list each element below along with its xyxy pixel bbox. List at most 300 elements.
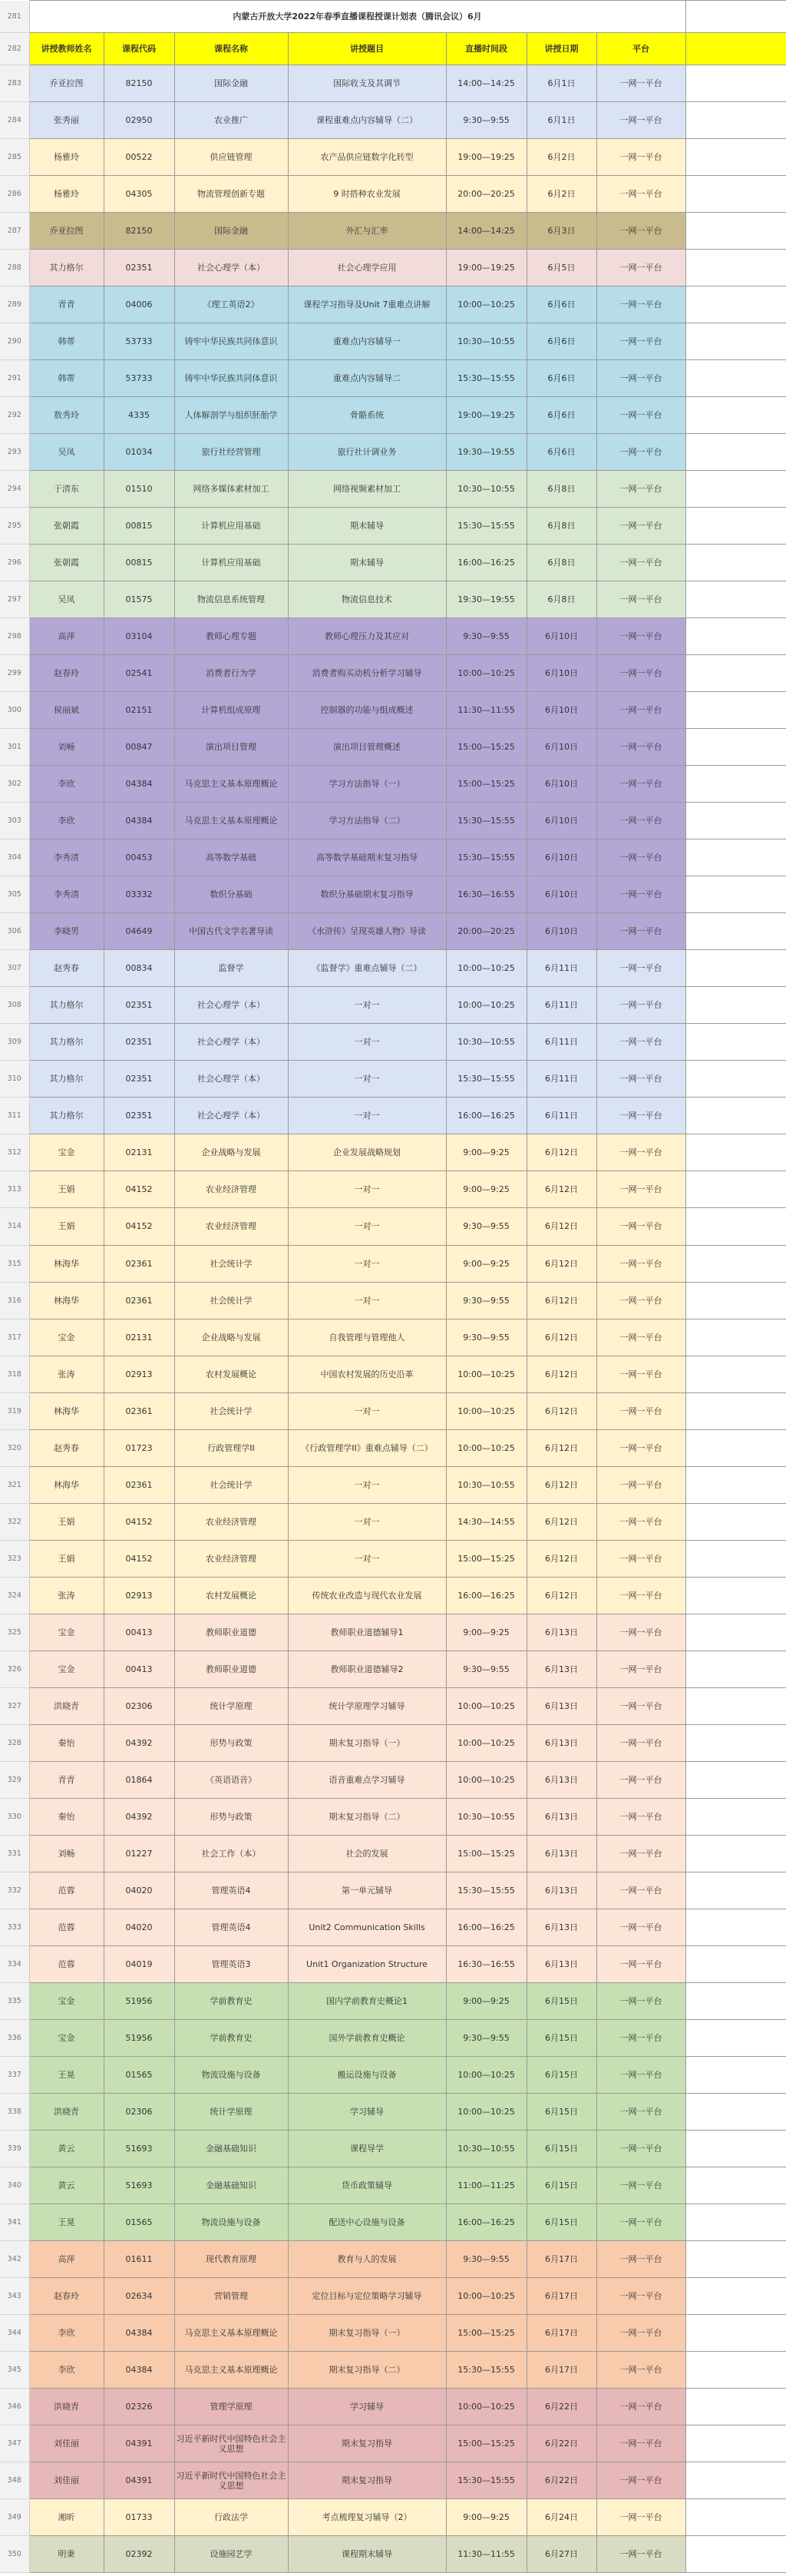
- cell-time-slot[interactable]: 16:00—16:25: [446, 2204, 527, 2240]
- cell-platform[interactable]: 一网一平台: [596, 2204, 685, 2240]
- empty-cell[interactable]: [685, 397, 786, 434]
- cell-course-name[interactable]: 农村发展概论: [174, 1577, 288, 1614]
- cell-topic[interactable]: Unit1 Organization Structure: [288, 1945, 446, 1982]
- cell-platform[interactable]: 一网一平台: [596, 2093, 685, 2130]
- cell-course-code[interactable]: 51956: [104, 1982, 174, 2019]
- cell-topic[interactable]: 演出项目管理概述: [288, 729, 446, 766]
- cell-platform[interactable]: 一网一平台: [596, 2314, 685, 2351]
- cell-date[interactable]: 6月22日: [527, 2462, 596, 2499]
- cell-topic[interactable]: 学习方法指导（二）: [288, 803, 446, 839]
- row-number[interactable]: 342: [0, 2240, 29, 2277]
- cell-topic[interactable]: 期末复习指导（二）: [288, 1798, 446, 1835]
- cell-topic[interactable]: 期末复习指导: [288, 2425, 446, 2462]
- cell-date[interactable]: 6月10日: [527, 692, 596, 729]
- cell-teacher[interactable]: 乔亚拉图: [29, 213, 104, 250]
- cell-date[interactable]: 6月13日: [527, 1835, 596, 1872]
- empty-cell[interactable]: [685, 1687, 786, 1724]
- empty-cell[interactable]: [685, 1282, 786, 1319]
- cell-time-slot[interactable]: 9:00—9:25: [446, 1245, 527, 1282]
- cell-topic[interactable]: 课程期末辅导: [288, 2536, 446, 2573]
- cell-date[interactable]: 6月13日: [527, 1687, 596, 1724]
- cell-platform[interactable]: 一网一平台: [596, 2056, 685, 2093]
- empty-cell[interactable]: [685, 1577, 786, 1614]
- cell-teacher[interactable]: 韩蒂: [29, 360, 104, 397]
- cell-course-name[interactable]: 物流信息系统管理: [174, 581, 288, 618]
- cell-course-name[interactable]: 农业经济管理: [174, 1208, 288, 1245]
- cell-platform[interactable]: 一网一平台: [596, 1798, 685, 1835]
- empty-cell[interactable]: [685, 286, 786, 323]
- cell-time-slot[interactable]: 9:00—9:25: [446, 2499, 527, 2536]
- cell-date[interactable]: 6月17日: [527, 2314, 596, 2351]
- cell-platform[interactable]: 一网一平台: [596, 2277, 685, 2314]
- cell-course-name[interactable]: 学前教育史: [174, 1982, 288, 2019]
- cell-teacher[interactable]: 刘畅: [29, 729, 104, 766]
- cell-course-code[interactable]: 00815: [104, 545, 174, 581]
- cell-platform[interactable]: 一网一平台: [596, 2388, 685, 2425]
- cell-date[interactable]: 6月10日: [527, 655, 596, 692]
- empty-cell[interactable]: [685, 2536, 786, 2573]
- row-number[interactable]: 341: [0, 2204, 29, 2240]
- row-number[interactable]: 331: [0, 1835, 29, 1872]
- cell-topic[interactable]: 旅行社计调业务: [288, 434, 446, 471]
- cell-course-name[interactable]: 马克思主义基本原理概论: [174, 2314, 288, 2351]
- row-number[interactable]: 289: [0, 286, 29, 323]
- cell-time-slot[interactable]: 19:30—19:55: [446, 581, 527, 618]
- cell-time-slot[interactable]: 10:00—10:25: [446, 286, 527, 323]
- cell-topic[interactable]: 期末复习指导: [288, 2462, 446, 2499]
- empty-cell[interactable]: [685, 139, 786, 176]
- cell-course-code[interactable]: 04019: [104, 1945, 174, 1982]
- cell-topic[interactable]: 期末辅导: [288, 545, 446, 581]
- cell-course-code[interactable]: 51693: [104, 2167, 174, 2204]
- row-number[interactable]: 320: [0, 1429, 29, 1466]
- cell-topic[interactable]: 语音重难点学习辅导: [288, 1761, 446, 1798]
- cell-platform[interactable]: 一网一平台: [596, 213, 685, 250]
- cell-platform[interactable]: 一网一平台: [596, 1024, 685, 1061]
- cell-course-code[interactable]: 02131: [104, 1134, 174, 1171]
- cell-date[interactable]: 6月12日: [527, 1577, 596, 1614]
- cell-teacher[interactable]: 刘畅: [29, 1835, 104, 1872]
- cell-course-name[interactable]: 社会工作（本）: [174, 1835, 288, 1872]
- empty-cell[interactable]: [685, 1319, 786, 1356]
- row-number[interactable]: 292: [0, 397, 29, 434]
- cell-date[interactable]: 6月22日: [527, 2425, 596, 2462]
- cell-platform[interactable]: 一网一平台: [596, 1945, 685, 1982]
- cell-time-slot[interactable]: 10:30—10:55: [446, 2130, 527, 2167]
- cell-teacher[interactable]: 李欣: [29, 2314, 104, 2351]
- header-date[interactable]: 讲授日期: [527, 33, 596, 65]
- cell-teacher[interactable]: 黄云: [29, 2167, 104, 2204]
- cell-course-code[interactable]: 02361: [104, 1392, 174, 1429]
- cell-teacher[interactable]: 赵秀春: [29, 950, 104, 987]
- cell-teacher[interactable]: 其力格尔: [29, 250, 104, 286]
- empty-cell[interactable]: [685, 1835, 786, 1872]
- cell-course-code[interactable]: 01565: [104, 2204, 174, 2240]
- cell-teacher[interactable]: 赵春玲: [29, 655, 104, 692]
- cell-topic[interactable]: 配送中心设施与设备: [288, 2204, 446, 2240]
- cell-time-slot[interactable]: 10:30—10:55: [446, 1024, 527, 1061]
- row-number[interactable]: 327: [0, 1687, 29, 1724]
- cell-date[interactable]: 6月6日: [527, 360, 596, 397]
- cell-time-slot[interactable]: 20:00—20:25: [446, 176, 527, 213]
- cell-topic[interactable]: 定位目标与定位策略学习辅导: [288, 2277, 446, 2314]
- empty-cell[interactable]: [685, 2093, 786, 2130]
- cell-teacher[interactable]: 宝金: [29, 1614, 104, 1651]
- cell-date[interactable]: 6月10日: [527, 618, 596, 655]
- cell-time-slot[interactable]: 9:30—9:55: [446, 1208, 527, 1245]
- empty-cell[interactable]: [685, 508, 786, 545]
- header-empty-cell[interactable]: [685, 33, 786, 65]
- row-number[interactable]: 317: [0, 1319, 29, 1356]
- row-number[interactable]: 283: [0, 65, 29, 102]
- row-number[interactable]: 308: [0, 987, 29, 1024]
- cell-topic[interactable]: 物流信息技术: [288, 581, 446, 618]
- cell-course-name[interactable]: 供应链管理: [174, 139, 288, 176]
- cell-platform[interactable]: 一网一平台: [596, 1724, 685, 1761]
- cell-time-slot[interactable]: 10:00—10:25: [446, 1761, 527, 1798]
- cell-course-code[interactable]: 04020: [104, 1872, 174, 1909]
- cell-course-code[interactable]: 01864: [104, 1761, 174, 1798]
- cell-platform[interactable]: 一网一平台: [596, 1098, 685, 1134]
- cell-course-name[interactable]: 物流设施与设备: [174, 2204, 288, 2240]
- row-number[interactable]: 330: [0, 1798, 29, 1835]
- cell-platform[interactable]: 一网一平台: [596, 250, 685, 286]
- cell-course-code[interactable]: 01510: [104, 471, 174, 508]
- row-number[interactable]: 348: [0, 2462, 29, 2499]
- cell-platform[interactable]: 一网一平台: [596, 508, 685, 545]
- row-number[interactable]: 321: [0, 1466, 29, 1503]
- cell-date[interactable]: 6月13日: [527, 1872, 596, 1909]
- cell-time-slot[interactable]: 10:30—10:55: [446, 471, 527, 508]
- cell-teacher[interactable]: 宝金: [29, 1134, 104, 1171]
- cell-teacher[interactable]: 赵秀春: [29, 1429, 104, 1466]
- cell-time-slot[interactable]: 11:00—11:25: [446, 2167, 527, 2204]
- cell-teacher[interactable]: 杨雅玲: [29, 139, 104, 176]
- cell-course-code[interactable]: 51693: [104, 2130, 174, 2167]
- cell-date[interactable]: 6月11日: [527, 950, 596, 987]
- empty-cell[interactable]: [685, 1503, 786, 1540]
- cell-date[interactable]: 6月17日: [527, 2240, 596, 2277]
- cell-course-name[interactable]: 马克思主义基本原理概论: [174, 2351, 288, 2388]
- cell-topic[interactable]: 教师心理压力及其应对: [288, 618, 446, 655]
- cell-course-name[interactable]: 形势与政策: [174, 1798, 288, 1835]
- row-number[interactable]: 344: [0, 2314, 29, 2351]
- cell-time-slot[interactable]: 10:30—10:55: [446, 1798, 527, 1835]
- cell-date[interactable]: 6月24日: [527, 2499, 596, 2536]
- cell-course-code[interactable]: 02361: [104, 1466, 174, 1503]
- cell-platform[interactable]: 一网一平台: [596, 2167, 685, 2204]
- cell-topic[interactable]: 重难点内容辅导二: [288, 360, 446, 397]
- cell-date[interactable]: 6月12日: [527, 1282, 596, 1319]
- cell-topic[interactable]: 一对一: [288, 1245, 446, 1282]
- cell-teacher[interactable]: 李欣: [29, 803, 104, 839]
- cell-topic[interactable]: 课程导学: [288, 2130, 446, 2167]
- cell-course-code[interactable]: 51956: [104, 2019, 174, 2056]
- header-course-code[interactable]: 课程代码: [104, 33, 174, 65]
- cell-topic[interactable]: 《监督学》重难点辅导（二）: [288, 950, 446, 987]
- cell-course-name[interactable]: 社会统计学: [174, 1282, 288, 1319]
- cell-platform[interactable]: 一网一平台: [596, 434, 685, 471]
- cell-date[interactable]: 6月11日: [527, 1024, 596, 1061]
- cell-teacher[interactable]: 洪晓青: [29, 1687, 104, 1724]
- cell-course-name[interactable]: 马克思主义基本原理概论: [174, 803, 288, 839]
- empty-cell[interactable]: [685, 1945, 786, 1982]
- row-number[interactable]: 336: [0, 2019, 29, 2056]
- cell-topic[interactable]: 一对一: [288, 1392, 446, 1429]
- cell-course-name[interactable]: 数织分基础: [174, 876, 288, 913]
- cell-topic[interactable]: 《行政管理学II》重难点辅导（二）: [288, 1429, 446, 1466]
- cell-platform[interactable]: 一网一平台: [596, 655, 685, 692]
- cell-date[interactable]: 6月2日: [527, 176, 596, 213]
- cell-course-name[interactable]: 金融基础知识: [174, 2130, 288, 2167]
- row-number[interactable]: 313: [0, 1171, 29, 1208]
- row-number[interactable]: 306: [0, 913, 29, 950]
- cell-topic[interactable]: 期末复习指导（一）: [288, 2314, 446, 2351]
- cell-time-slot[interactable]: 10:00—10:25: [446, 1429, 527, 1466]
- cell-teacher[interactable]: 王娟: [29, 1503, 104, 1540]
- cell-topic[interactable]: 高等数学基础期末复习指导: [288, 839, 446, 876]
- row-number[interactable]: 285: [0, 139, 29, 176]
- cell-teacher[interactable]: 湘昕: [29, 2499, 104, 2536]
- cell-course-code[interactable]: 04391: [104, 2462, 174, 2499]
- cell-teacher[interactable]: 明秉: [29, 2536, 104, 2573]
- cell-course-code[interactable]: 02361: [104, 1282, 174, 1319]
- cell-course-name[interactable]: 铸牢中华民族共同体意识: [174, 360, 288, 397]
- cell-date[interactable]: 6月12日: [527, 1319, 596, 1356]
- row-number[interactable]: 326: [0, 1651, 29, 1687]
- empty-cell[interactable]: [685, 913, 786, 950]
- cell-course-code[interactable]: 01227: [104, 1835, 174, 1872]
- cell-course-name[interactable]: 中国古代文学名著导读: [174, 913, 288, 950]
- empty-cell[interactable]: [685, 471, 786, 508]
- cell-time-slot[interactable]: 15:30—15:55: [446, 839, 527, 876]
- cell-course-name[interactable]: 教师职业道德: [174, 1614, 288, 1651]
- cell-course-name[interactable]: 学前教育史: [174, 2019, 288, 2056]
- cell-date[interactable]: 6月15日: [527, 2167, 596, 2204]
- cell-course-code[interactable]: 04649: [104, 913, 174, 950]
- cell-teacher[interactable]: 李欣: [29, 766, 104, 803]
- cell-topic[interactable]: 消费者购买动机分析学习辅导: [288, 655, 446, 692]
- cell-topic[interactable]: 控制器的功能与组成概述: [288, 692, 446, 729]
- empty-cell[interactable]: [685, 2130, 786, 2167]
- sheet-title[interactable]: 内蒙古开放大学2022年春季直播课程授课计划表（腾讯会议）6月: [29, 1, 685, 33]
- cell-course-name[interactable]: 管理英语4: [174, 1909, 288, 1945]
- header-teacher[interactable]: 讲授教师姓名: [29, 33, 104, 65]
- cell-topic[interactable]: 期末辅导: [288, 508, 446, 545]
- cell-date[interactable]: 6月13日: [527, 1724, 596, 1761]
- row-number[interactable]: 350: [0, 2536, 29, 2573]
- header-course-name[interactable]: 课程名称: [174, 33, 288, 65]
- row-number[interactable]: 338: [0, 2093, 29, 2130]
- cell-time-slot[interactable]: 16:00—16:25: [446, 1098, 527, 1134]
- empty-cell[interactable]: [685, 2351, 786, 2388]
- header-time-slot[interactable]: 直播时间段: [446, 33, 527, 65]
- cell-topic[interactable]: 教师职业道德辅导2: [288, 1651, 446, 1687]
- cell-teacher[interactable]: 范蓉: [29, 1872, 104, 1909]
- empty-cell[interactable]: [685, 323, 786, 360]
- cell-teacher[interactable]: 李秀清: [29, 839, 104, 876]
- cell-course-name[interactable]: 农业经济管理: [174, 1171, 288, 1208]
- cell-course-name[interactable]: 社会心理学（本）: [174, 987, 288, 1024]
- cell-platform[interactable]: 一网一平台: [596, 692, 685, 729]
- empty-cell[interactable]: [685, 1651, 786, 1687]
- cell-time-slot[interactable]: 15:30—15:55: [446, 1061, 527, 1098]
- cell-course-code[interactable]: 53733: [104, 323, 174, 360]
- cell-course-name[interactable]: 国际金融: [174, 65, 288, 102]
- cell-topic[interactable]: Unit2 Communication Skills: [288, 1909, 446, 1945]
- cell-course-name[interactable]: 农村发展概论: [174, 1356, 288, 1392]
- row-number[interactable]: 304: [0, 839, 29, 876]
- cell-time-slot[interactable]: 9:00—9:25: [446, 1982, 527, 2019]
- cell-course-name[interactable]: 农业经济管理: [174, 1503, 288, 1540]
- empty-cell[interactable]: [685, 2462, 786, 2499]
- cell-topic[interactable]: 一对一: [288, 987, 446, 1024]
- cell-course-name[interactable]: 农业推广: [174, 102, 288, 139]
- cell-date[interactable]: 6月10日: [527, 913, 596, 950]
- cell-time-slot[interactable]: 19:30—19:55: [446, 434, 527, 471]
- cell-platform[interactable]: 一网一平台: [596, 950, 685, 987]
- cell-course-name[interactable]: 教师职业道德: [174, 1651, 288, 1687]
- row-number[interactable]: 347: [0, 2425, 29, 2462]
- cell-topic[interactable]: 货币政策辅导: [288, 2167, 446, 2204]
- cell-teacher[interactable]: 宝金: [29, 2019, 104, 2056]
- cell-time-slot[interactable]: 15:30—15:55: [446, 1872, 527, 1909]
- cell-course-code[interactable]: 04392: [104, 1724, 174, 1761]
- cell-time-slot[interactable]: 10:00—10:25: [446, 1724, 527, 1761]
- cell-course-name[interactable]: 现代教育原理: [174, 2240, 288, 2277]
- cell-time-slot[interactable]: 9:30—9:55: [446, 1282, 527, 1319]
- cell-platform[interactable]: 一网一平台: [596, 1872, 685, 1909]
- cell-course-code[interactable]: 02541: [104, 655, 174, 692]
- cell-course-code[interactable]: 02131: [104, 1319, 174, 1356]
- cell-date[interactable]: 6月12日: [527, 1466, 596, 1503]
- empty-cell[interactable]: [685, 65, 786, 102]
- cell-teacher[interactable]: 林海华: [29, 1466, 104, 1503]
- cell-course-name[interactable]: 统计学原理: [174, 2093, 288, 2130]
- cell-platform[interactable]: 一网一平台: [596, 913, 685, 950]
- cell-course-code[interactable]: 03104: [104, 618, 174, 655]
- row-number[interactable]: 333: [0, 1909, 29, 1945]
- cell-date[interactable]: 6月2日: [527, 139, 596, 176]
- cell-platform[interactable]: 一网一平台: [596, 2425, 685, 2462]
- cell-course-code[interactable]: 00413: [104, 1614, 174, 1651]
- cell-date[interactable]: 6月12日: [527, 1134, 596, 1171]
- cell-date[interactable]: 6月10日: [527, 729, 596, 766]
- empty-cell[interactable]: [685, 2425, 786, 2462]
- cell-topic[interactable]: 一对一: [288, 1171, 446, 1208]
- cell-course-name[interactable]: 社会统计学: [174, 1392, 288, 1429]
- row-number[interactable]: 293: [0, 434, 29, 471]
- cell-course-code[interactable]: 4335: [104, 397, 174, 434]
- cell-topic[interactable]: 国外学前教育史概论: [288, 2019, 446, 2056]
- empty-cell[interactable]: [685, 2314, 786, 2351]
- row-number[interactable]: 294: [0, 471, 29, 508]
- empty-cell[interactable]: [685, 1982, 786, 2019]
- header-topic[interactable]: 讲授题目: [288, 33, 446, 65]
- cell-course-code[interactable]: 04391: [104, 2425, 174, 2462]
- cell-platform[interactable]: 一网一平台: [596, 176, 685, 213]
- cell-course-code[interactable]: 04152: [104, 1540, 174, 1577]
- cell-course-name[interactable]: 计算机组成原理: [174, 692, 288, 729]
- empty-cell[interactable]: [685, 2388, 786, 2425]
- cell-date[interactable]: 6月12日: [527, 1245, 596, 1282]
- cell-teacher[interactable]: 范蓉: [29, 1945, 104, 1982]
- cell-topic[interactable]: 教育与人的发展: [288, 2240, 446, 2277]
- cell-topic[interactable]: 自我管理与管理他人: [288, 1319, 446, 1356]
- empty-cell[interactable]: [685, 250, 786, 286]
- cell-platform[interactable]: 一网一平台: [596, 1761, 685, 1798]
- row-number[interactable]: 281: [0, 1, 29, 33]
- cell-course-code[interactable]: 04006: [104, 286, 174, 323]
- cell-topic[interactable]: 考点梳理复习辅导（2）: [288, 2499, 446, 2536]
- cell-course-name[interactable]: 人体解剖学与组织胚胎学: [174, 397, 288, 434]
- row-number[interactable]: 310: [0, 1061, 29, 1098]
- row-number[interactable]: 298: [0, 618, 29, 655]
- cell-platform[interactable]: 一网一平台: [596, 139, 685, 176]
- cell-teacher[interactable]: 林海华: [29, 1245, 104, 1282]
- row-number[interactable]: 319: [0, 1392, 29, 1429]
- cell-topic[interactable]: 学习方法指导（一）: [288, 766, 446, 803]
- cell-platform[interactable]: 一网一平台: [596, 1651, 685, 1687]
- cell-platform[interactable]: 一网一平台: [596, 1392, 685, 1429]
- cell-platform[interactable]: 一网一平台: [596, 2019, 685, 2056]
- cell-platform[interactable]: 一网一平台: [596, 839, 685, 876]
- cell-topic[interactable]: 学习辅导: [288, 2388, 446, 2425]
- row-number[interactable]: 303: [0, 803, 29, 839]
- row-number[interactable]: 301: [0, 729, 29, 766]
- cell-course-code[interactable]: 04020: [104, 1909, 174, 1945]
- cell-course-code[interactable]: 04152: [104, 1171, 174, 1208]
- cell-date[interactable]: 6月10日: [527, 803, 596, 839]
- cell-course-code[interactable]: 04152: [104, 1208, 174, 1245]
- cell-teacher[interactable]: 宝金: [29, 1982, 104, 2019]
- cell-date[interactable]: 6月8日: [527, 545, 596, 581]
- cell-course-name[interactable]: 统计学原理: [174, 1687, 288, 1724]
- cell-topic[interactable]: 学习辅导: [288, 2093, 446, 2130]
- cell-date[interactable]: 6月15日: [527, 2130, 596, 2167]
- empty-cell[interactable]: [685, 360, 786, 397]
- cell-time-slot[interactable]: 9:00—9:25: [446, 1134, 527, 1171]
- cell-course-name[interactable]: 教师心理专题: [174, 618, 288, 655]
- cell-platform[interactable]: 一网一平台: [596, 471, 685, 508]
- cell-topic[interactable]: 外汇与汇率: [288, 213, 446, 250]
- empty-cell[interactable]: [685, 1429, 786, 1466]
- header-platform[interactable]: 平台: [596, 33, 685, 65]
- cell-time-slot[interactable]: 20:00—20:25: [446, 913, 527, 950]
- cell-course-name[interactable]: 演出项目管理: [174, 729, 288, 766]
- cell-time-slot[interactable]: 10:30—10:55: [446, 323, 527, 360]
- cell-course-code[interactable]: 02351: [104, 1061, 174, 1098]
- row-number[interactable]: 345: [0, 2351, 29, 2388]
- cell-date[interactable]: 6月10日: [527, 766, 596, 803]
- cell-course-code[interactable]: 02351: [104, 1098, 174, 1134]
- cell-course-name[interactable]: 国际金融: [174, 213, 288, 250]
- cell-date[interactable]: 6月15日: [527, 1982, 596, 2019]
- cell-topic[interactable]: 一对一: [288, 1208, 446, 1245]
- cell-course-name[interactable]: 金融基础知识: [174, 2167, 288, 2204]
- cell-date[interactable]: 6月6日: [527, 434, 596, 471]
- cell-platform[interactable]: 一网一平台: [596, 1319, 685, 1356]
- cell-teacher[interactable]: 于清东: [29, 471, 104, 508]
- cell-date[interactable]: 6月27日: [527, 2536, 596, 2573]
- cell-topic[interactable]: 一对一: [288, 1024, 446, 1061]
- cell-teacher[interactable]: 青青: [29, 1761, 104, 1798]
- cell-course-name[interactable]: 铸牢中华民族共同体意识: [174, 323, 288, 360]
- row-number[interactable]: 305: [0, 876, 29, 913]
- row-number[interactable]: 282: [0, 33, 29, 65]
- empty-cell[interactable]: [685, 213, 786, 250]
- cell-course-code[interactable]: 02392: [104, 2536, 174, 2573]
